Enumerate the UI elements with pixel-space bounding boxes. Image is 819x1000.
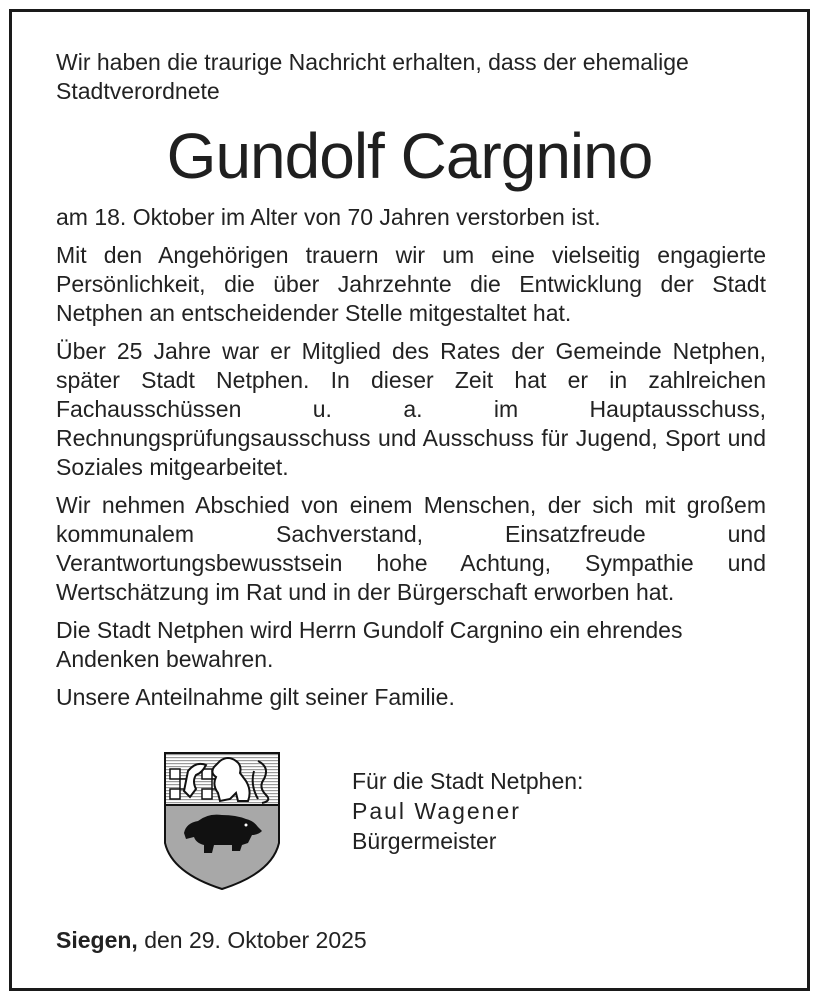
paragraph-career: Über 25 Jahre war er Mitglied des Rates der Gemeinde Netphen, später Stadt Netphen. In dieser Zeit hat er in zahlreichen Fachausschüssen u. a. im Hauptausschuss, Rechnungsprüfungsausschuss und Ausschuss für Jugend, Sport und Soziales mitgearbeitet. [56, 338, 766, 480]
signature-name: Paul Wagener [352, 798, 521, 824]
deceased-name: Gundolf Cargnino [166, 120, 653, 192]
notice-body [56, 203, 766, 721]
place: Siegen, [56, 927, 138, 953]
signature-block [352, 767, 583, 857]
paragraph-condolence: Unsere Anteilnahme gilt seiner Familie. [56, 684, 455, 710]
notice-intro: Wir haben die traurige Nachricht erhalten, dass der ehemalige Stadtverordnete [56, 49, 689, 104]
paragraph-death: am 18. Oktober im Alter von 70 Jahren verstorben ist. [56, 204, 601, 230]
paragraph-mourning: Mit den Angehörigen trauern wir um eine vielseitig engagierte Persönlichkeit, die über Jahrzehnte die Entwicklung der Stadt Netphen an entscheidender Stelle mitgestaltet hat. [56, 242, 766, 326]
paragraph-remembrance: Die Stadt Netphen wird Herrn Gundolf Cargnino ein ehrendes Andenken bewahren. [56, 617, 683, 672]
signature-title: Bürgermeister [352, 828, 497, 854]
place-date [56, 926, 367, 955]
coat-of-arms-icon [162, 751, 282, 891]
paragraph-farewell: Wir nehmen Abschied von einem Menschen, der sich mit großem kommunalem Sachverstand, Einsatzfreude und Verantwortungsbewusstsein hohe Achtung, Sympathie und Wertschätzung im Rat und in der Bürgerschaft erworben hat. [56, 492, 766, 605]
date: den 29. Oktober 2025 [144, 927, 367, 953]
signature-organization: Für die Stadt Netphen: [352, 768, 584, 794]
